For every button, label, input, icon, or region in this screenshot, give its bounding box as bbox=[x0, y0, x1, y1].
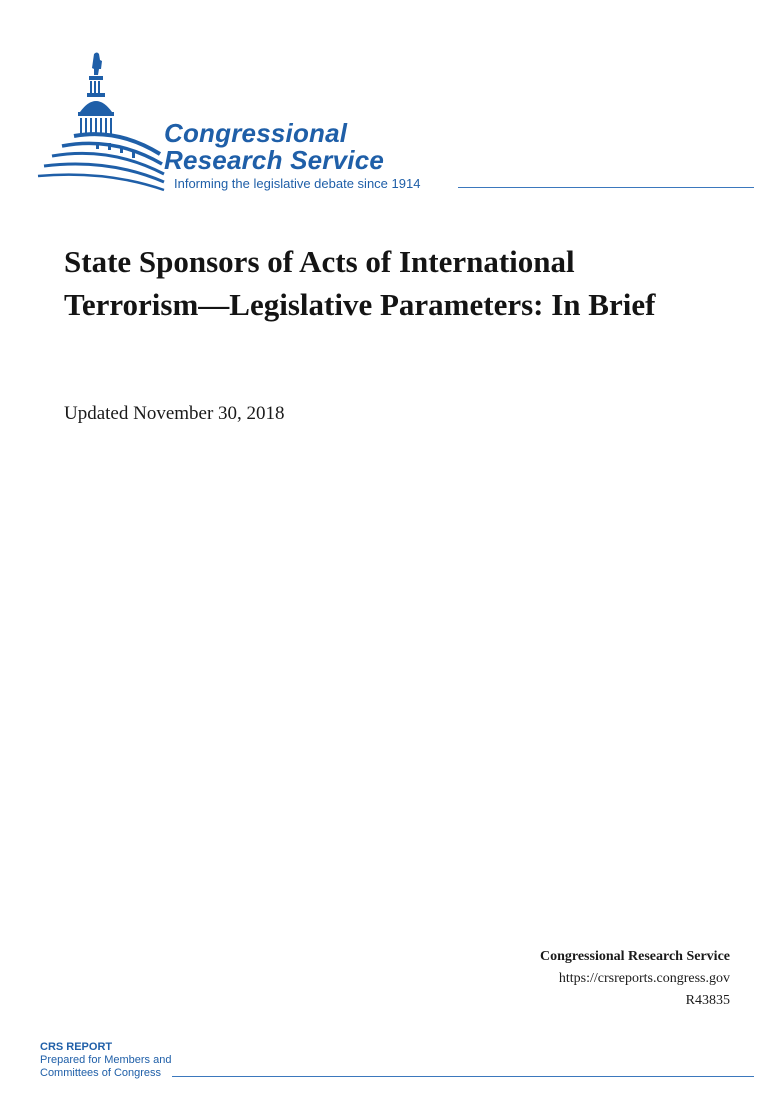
footer-line2: Committees of Congress bbox=[40, 1067, 162, 1079]
publisher-org: Congressional Research Service bbox=[539, 949, 730, 964]
report-title-line2: Terrorism—Legislative Parameters: In Brief bbox=[64, 287, 656, 322]
publisher-block bbox=[540, 946, 730, 1012]
org-name-line2: Research Service bbox=[164, 145, 385, 175]
crs-wordmark bbox=[164, 120, 384, 174]
footer-heading: CRS REPORT bbox=[40, 1041, 113, 1053]
header-divider bbox=[458, 187, 754, 188]
report-title bbox=[64, 240, 724, 326]
publisher-url[interactable]: https://crsreports.congress.gov bbox=[558, 971, 730, 986]
crs-report-footer bbox=[40, 1041, 171, 1080]
report-number: R43835 bbox=[685, 993, 730, 1008]
org-name-line1: Congressional bbox=[164, 118, 348, 148]
tagline: Informing the legislative debate since 1914 bbox=[174, 176, 421, 191]
report-title-line1: State Sponsors of Acts of International bbox=[64, 244, 575, 279]
updated-date: Updated November 30, 2018 bbox=[64, 403, 285, 424]
footer-line1: Prepared for Members and bbox=[40, 1054, 172, 1066]
capitol-dome-icon bbox=[34, 50, 170, 196]
footer-divider bbox=[172, 1076, 754, 1077]
